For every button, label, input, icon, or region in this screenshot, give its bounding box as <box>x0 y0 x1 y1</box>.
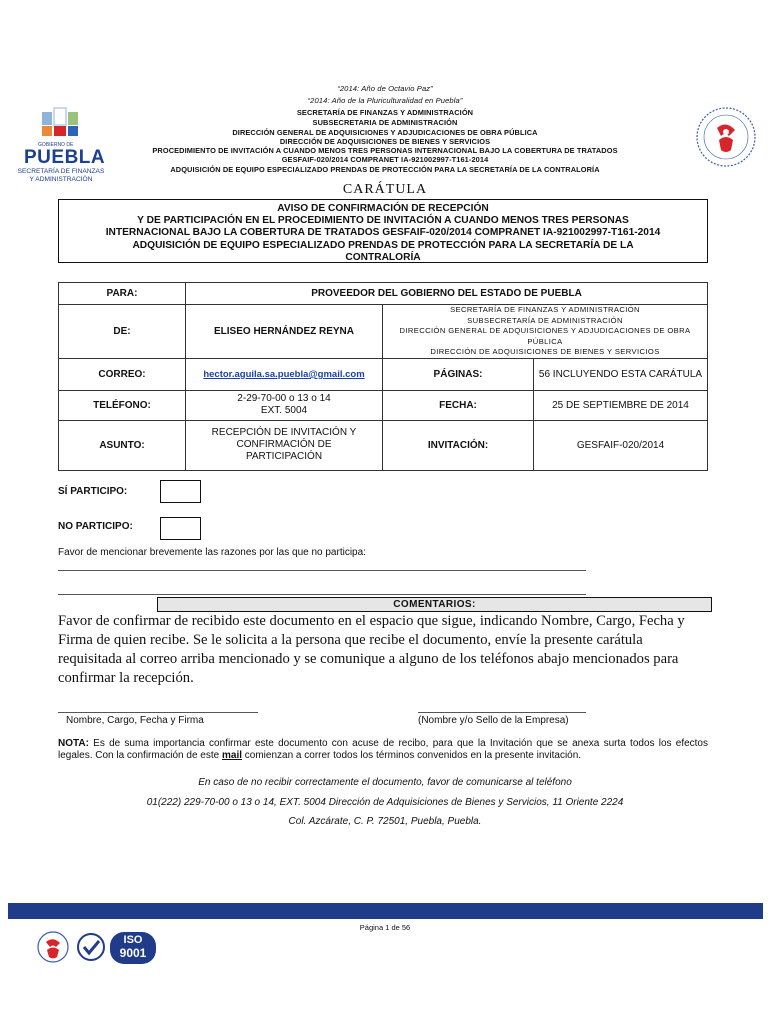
fecha-label: FECHA: <box>383 390 534 420</box>
aviso-line-4: ADQUISICIÓN DE EQUIPO ESPECIALIZADO PRENDAS DE PROTECCIÓN PARA LA SECRETARÍA DE LA <box>132 239 634 251</box>
reasons-line-1[interactable] <box>58 570 586 571</box>
correo-label: CORREO: <box>59 358 186 390</box>
iso-number: 9001 <box>119 946 147 960</box>
de-department-line-1: SECRETARÍA DE FINANZAS Y ADMINISTRACIÓN <box>450 305 640 314</box>
table-row <box>59 283 708 305</box>
asunto-value <box>186 420 383 470</box>
de-department-line-4: DIRECCIÓN DE ADQUISICIONES DE BIENES Y SERVICIOS <box>430 347 660 357</box>
contraloria-seal-icon <box>695 106 757 168</box>
contact-line-2: 01(222) 229-70-00 o 13 o 14, EXT. 5004 Dirección de Adquisiciones de Bienes y Servicios, 11 Oriente 2224 <box>146 797 624 808</box>
comments-header: COMENTARIOS: <box>157 597 712 612</box>
no-participo-checkbox[interactable] <box>160 517 201 540</box>
nota-mail-word: mail <box>221 750 242 762</box>
asunto-label: ASUNTO: <box>59 420 186 470</box>
fecha-value: 25 DE SEPTIEMBRE DE 2014 <box>534 390 708 420</box>
para-value: PROVEEDOR DEL GOBIERNO DEL ESTADO DE PUEBLA <box>186 283 708 305</box>
aviso-box <box>58 199 708 263</box>
footer-band <box>8 903 763 919</box>
page-title: CARÁTULA <box>342 182 428 197</box>
comments-paragraph: Favor de confirmar de recibido este documento en el espacio que sigue, indicando Nombre, Cargo, Fecha y Firma de quien recibe. Se le solicita a la persona que recibe el documento, envíe la presente carátula requisitada al correo arriba mencionado y se comunique a alguno de los teléfonos abajo mencionados para confirmar la recepción. <box>58 613 685 686</box>
nota-paragraph <box>58 738 708 763</box>
invitacion-value: GESFAIF-020/2014 <box>534 420 708 470</box>
telefono-line-2: EXT. 5004 <box>260 405 308 417</box>
correo-value[interactable]: hector.aguila.sa.puebla@gmail.com <box>203 368 365 380</box>
correo-link[interactable] <box>186 358 383 390</box>
logo-sub2-text: Y ADMINISTRACIÓN <box>29 176 93 183</box>
aviso-line-2: Y DE PARTICIPACIÓN EN EL PROCEDIMIENTO DE INVITACIÓN A CUANDO MENOS TRES PERSONAS <box>137 215 629 227</box>
invitacion-label: INVITACIÓN: <box>383 420 534 470</box>
header-line-3: DIRECCIÓN GENERAL DE ADQUISICIONES Y ADJUDICACIONES DE OBRA PÚBLICA <box>232 128 538 137</box>
footer-logos <box>36 928 160 970</box>
telefono-label: TELÉFONO: <box>59 390 186 420</box>
reasons-prompt: Favor de mencionar brevemente las razones por las que no participa: <box>58 547 366 558</box>
telefono-line-1: 2-29-70-00 o 13 o 14 <box>237 393 331 405</box>
aviso-line-1: AVISO DE CONFIRMACIÓN DE RECEPCIÓN <box>277 203 489 214</box>
iso-badge <box>110 932 156 964</box>
si-participo-checkbox[interactable] <box>160 480 201 503</box>
header-line-4: DIRECCIÓN DE ADQUISICIONES DE BIENES Y SERVICIOS <box>279 137 491 146</box>
aviso-line-5: CONTRALORÍA <box>345 251 421 263</box>
signature-label-right: (Nombre y/o Sello de la Empresa) <box>418 715 569 726</box>
asunto-line-2: CONFIRMACIÓN DE <box>236 439 332 451</box>
nota-text-1: Es de suma importancia confirmar este documento con acuse de recibo, para que la Invitación que se anexa surta todos los efectos legales. Con la confirmación de este <box>58 738 708 762</box>
certification-check-icon <box>76 932 106 962</box>
table-row <box>59 390 708 420</box>
header-line-1: SECRETARÍA DE FINANZAS Y ADMINISTRACIÓN <box>296 108 474 117</box>
table-row <box>59 420 708 470</box>
nota-text-2: comienzan a correr todos los términos convenidos en la presente invitación. <box>242 750 582 762</box>
paginas-label: PÁGINAS: <box>383 358 534 390</box>
contact-line-1: En caso de no recibir correctamente el documento, favor de comunicarse al teléfono <box>198 777 572 788</box>
header-line-5: PROCEDIMIENTO DE INVITACIÓN A CUANDO MENOS TRES PERSONAS INTERNACIONAL BAJO LA COBERTURA DE TRATADOS <box>152 146 618 155</box>
page-number: Página 1 de 56 <box>359 923 411 932</box>
iso-text: ISO <box>123 934 143 946</box>
de-label: DE: <box>59 305 186 359</box>
table-row <box>59 358 708 390</box>
logo-sub1-text: SECRETARÍA DE FINANZAS <box>17 168 105 175</box>
de-department-line-3: DIRECCIÓN GENERAL DE ADQUISICIONES Y ADJUDICACIONES DE OBRA PÚBLICA <box>399 326 691 346</box>
header-line-2: SUBSECRETARIA DE ADMINISTRACIÓN <box>312 118 458 127</box>
logo-gobierno-text: GOBIERNO DE <box>38 142 74 148</box>
paginas-value: 56 INCLUYENDO ESTA CARÁTULA <box>534 358 708 390</box>
aviso-line-3: INTERNACIONAL BAJO LA COBERTURA DE TRATADOS GESFAIF-020/2014 COMPRANET IA-921002997-T161-2014 <box>105 227 661 239</box>
table-row <box>59 305 708 359</box>
si-participo-label: SÍ PARTICIPO: <box>58 486 128 497</box>
signature-label-left: Nombre, Cargo, Fecha y Firma <box>66 715 204 726</box>
asunto-line-3: PARTICIPACIÓN <box>245 451 323 463</box>
motto-2: “2014: Año de la Pluriculturalidad en Puebla” <box>307 96 463 105</box>
contact-line-3: Col. Azcárate, C. P. 72501, Puebla, Puebla. <box>288 816 482 827</box>
asunto-line-1: RECEPCIÓN DE INVITACIÓN Y <box>211 427 357 439</box>
contraloria-small-icon <box>36 930 70 964</box>
no-participo-label: NO PARTICIPO: <box>58 521 133 532</box>
header-line-6: GESFAIF-020/2014 COMPRANET IA-921002997-T161-2014 <box>281 155 489 164</box>
puebla-finanzas-logo <box>16 98 111 193</box>
header-line-7: ADQUISICIÓN DE EQUIPO ESPECIALIZADO PRENDAS DE PROTECCIÓN PARA LA SECRETARÍA DE LA CONTRALORÍA <box>170 165 600 174</box>
reasons-line-2[interactable] <box>58 594 586 595</box>
recipient-table <box>58 282 708 471</box>
telefono-value <box>186 390 383 420</box>
signature-line-right[interactable] <box>418 712 586 713</box>
nota-label: NOTA: <box>58 738 89 749</box>
de-value: ELISEO HERNÁNDEZ REYNA <box>186 305 383 359</box>
logo-puebla-text: PUEBLA <box>24 147 106 168</box>
motto-1: “2014: Año de Octavio Paz” <box>337 84 433 93</box>
de-department-line-2: SUBSECRETARÍA DE ADMINISTRACIÓN <box>467 315 623 325</box>
signature-line-left[interactable] <box>58 712 258 713</box>
para-label: PARA: <box>59 283 186 305</box>
de-department <box>383 305 708 359</box>
